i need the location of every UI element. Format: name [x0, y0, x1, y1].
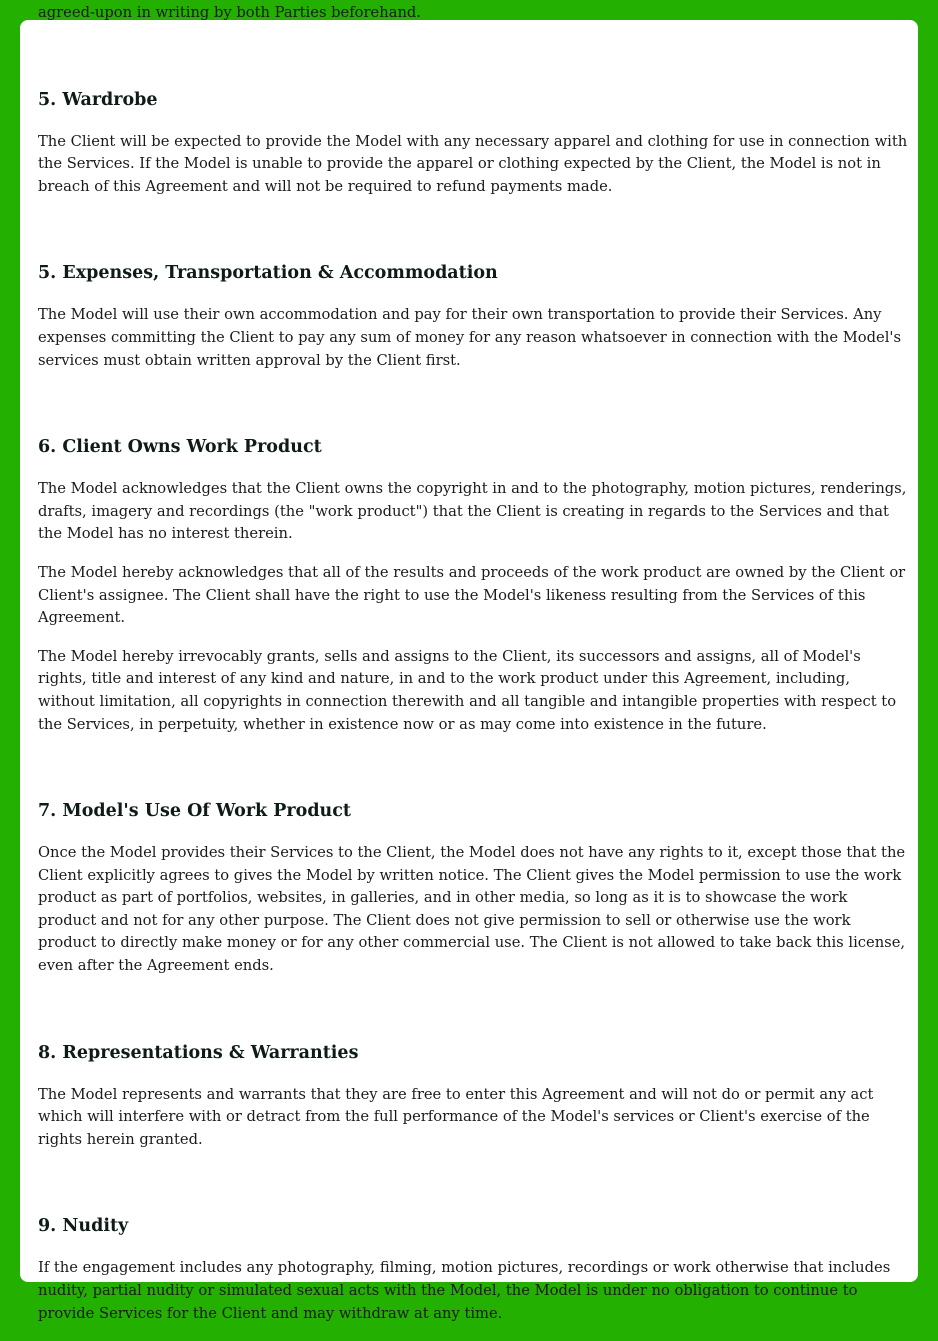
document-body: [38, 2, 910, 1341]
section-representations-warranties: [38, 1042, 910, 1152]
section-heading: 7. Model's Use Of Work Product: [38, 801, 352, 822]
section-expenses: [38, 262, 910, 372]
section-client-owns-work-product: [38, 436, 910, 736]
section-nudity: [38, 1215, 910, 1325]
section-paragraph: The Model will use their own accommodation and pay for their own transportation to provide their Services. Any expenses committing the Client to pay any sum of money for any reason whatsoever in connection with the Model's services must obtain written approval by the Client first.: [38, 306, 901, 369]
section-heading: 5. Wardrobe: [38, 89, 158, 110]
section-paragraph: The Model acknowledges that the Client owns the copyright in and to the photography, motion pictures, renderings, drafts, imagery and recordings (the "work product") that the Client is creating in regards to the Services and that the Model has no interest therein.: [38, 480, 907, 543]
section-paragraph: Once the Model provides their Services to the Client, the Model does not have any rights to it, except those that the Client explicitly agrees to gives the Model by written notice. The Client gives the Model permission to use the work product as part of portfolios, websites, in galleries, and in other media, so long as it is to showcase the work product and not for any other purpose. The Client does not give permission to sell or otherwise use the work product to directly make money or for any other commercial use. The Client is not allowed to take back this license, even after the Agreement ends.: [38, 844, 906, 975]
section-paragraph: If the engagement includes any photography, filming, motion pictures, recordings or work otherwise that includes nudity, partial nudity or simulated sexual acts with the Model, the Model is under no obligation to continue to provide Services for the Client and may withdraw at any time.: [38, 1259, 891, 1322]
lead-in-text: agreed-upon in writing by both Parties beforehand.: [38, 4, 421, 21]
section-paragraph: The Model represents and warrants that they are free to enter this Agreement and will not do or permit any act which will interfere with or detract from the full performance of the Model's services or Client's exercise of the rights herein granted.: [38, 1085, 874, 1148]
document-page: [20, 4, 918, 1322]
section-heading: 9. Nudity: [38, 1216, 129, 1237]
section-paragraph: The Model hereby irrevocably grants, sells and assigns to the Client, its successors and assigns, all of Model's rights, title and interest of any kind and nature, in and to the work product under this Agreement, including, without limitation, all copyrights in connection therewith and all tangible and intangible properties with respect to the Services, in perpetuity, whether in existence now or as may come into existence in the future.: [38, 647, 897, 733]
section-heading: 8. Representations & Warranties: [38, 1042, 359, 1063]
section-paragraph: The Client will be expected to provide the Model with any necessary apparel and clothing for use in connection with the Services. If the Model is unable to provide the apparel or clothing expected by the Client, the Model is not in breach of this Agreement and will not be required to refund payments made.: [38, 132, 908, 195]
section-heading: 5. Expenses, Transportation & Accommodation: [38, 263, 498, 284]
section-wardrobe: [38, 89, 910, 199]
section-heading: 6. Client Owns Work Product: [38, 437, 322, 458]
section-model-use-of-work-product: [38, 800, 910, 978]
section-paragraph: The Model hereby acknowledges that all of the results and proceeds of the work product are owned by the Client or Client's assignee. The Client shall have the right to use the Model's likeness resulting from the Services of this Agreement.: [38, 563, 906, 627]
